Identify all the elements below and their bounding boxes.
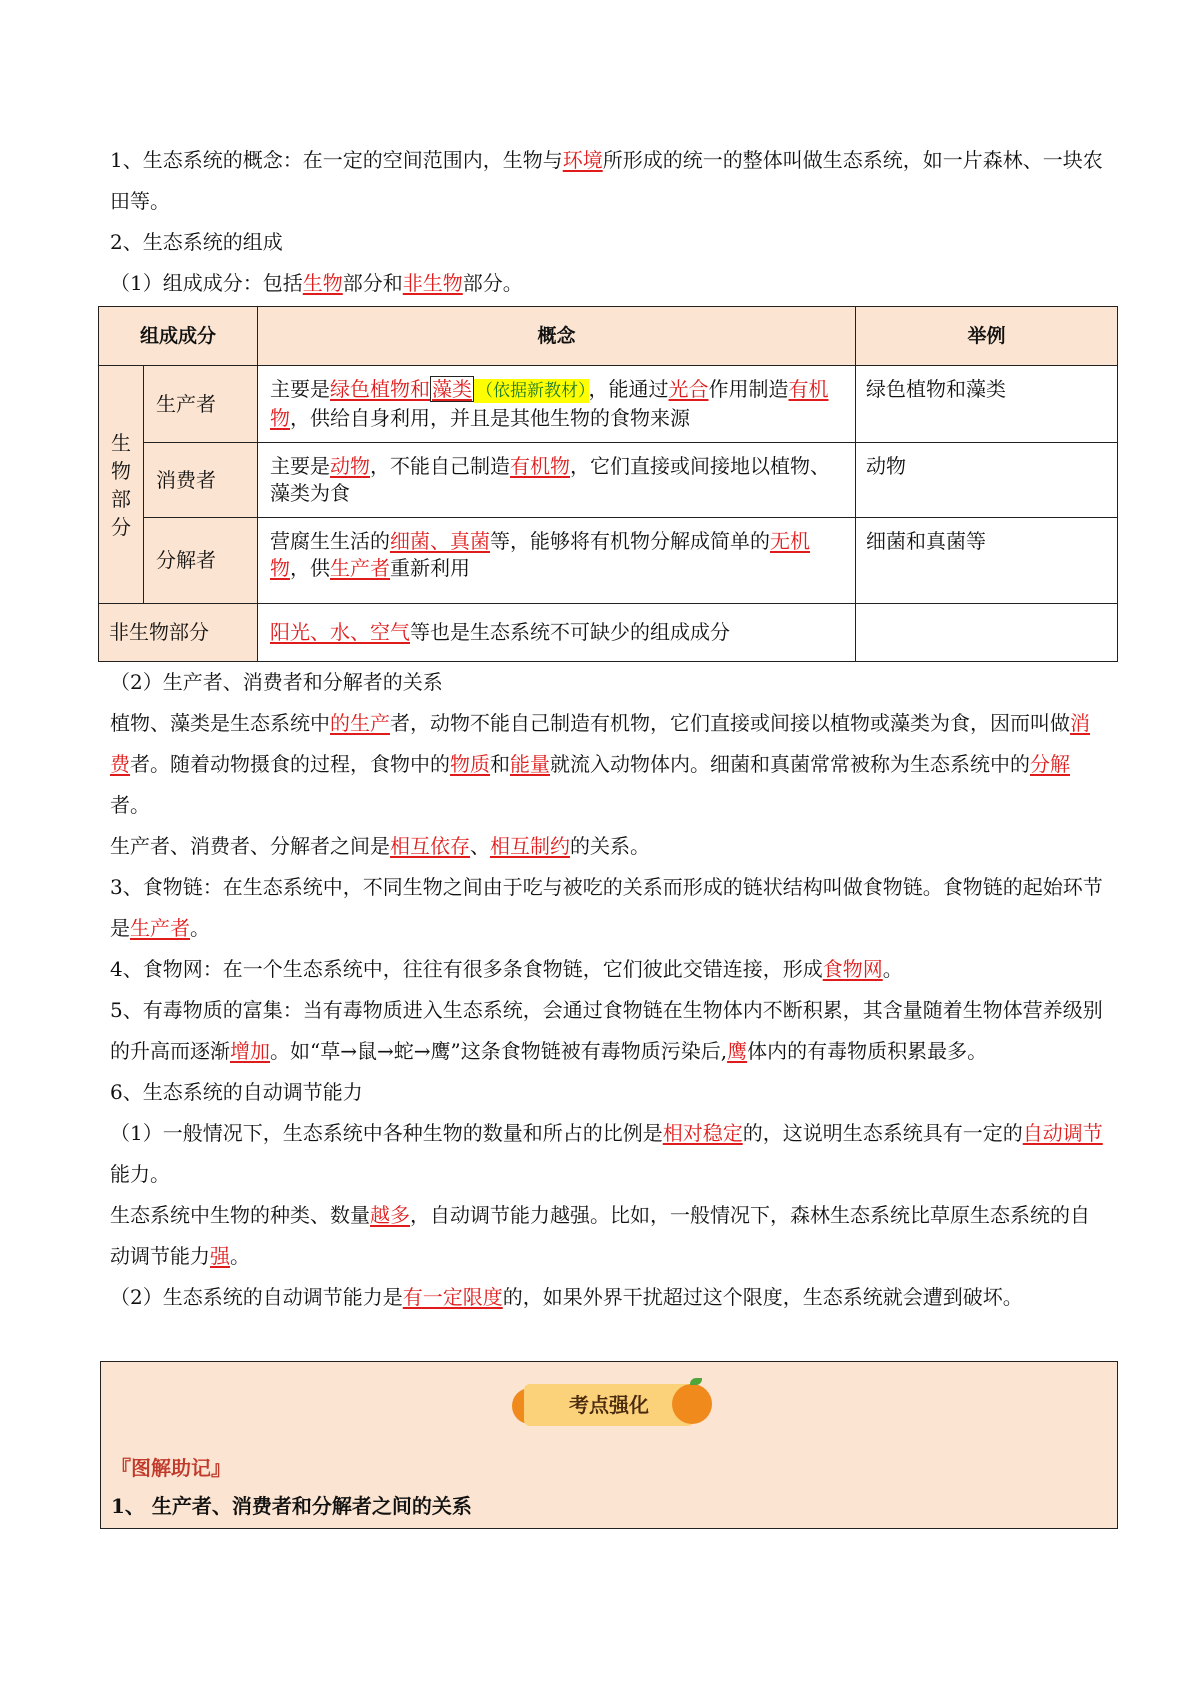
fill-in-answer: 增加 xyxy=(230,1039,270,1063)
heading-relationship: （2）生产者、消费者和分解者的关系 xyxy=(110,670,443,694)
heading-ecosystem-composition: 2、生态系统的组成 xyxy=(110,230,283,254)
text: （1）组成成分：包括 xyxy=(110,271,303,295)
fill-in-answer: 相互依存 xyxy=(390,834,470,858)
fill-in-answer: 食物网 xyxy=(822,957,883,981)
fill-in-answer: 相互制约 xyxy=(490,834,570,858)
text: 。 xyxy=(882,957,903,981)
fill-in-answer: 无机物 xyxy=(270,529,810,580)
decomposer-concept xyxy=(258,518,856,604)
fill-in-answer: 越多 xyxy=(370,1203,410,1227)
text: ，自动调节能力越强。比如，一般情况下，森林生态系统比草原生态系统的自动调节能力 xyxy=(110,1203,1090,1268)
producer-concept xyxy=(258,366,856,443)
fill-in-answer: 环境 xyxy=(562,148,603,172)
decomposer-example: 细菌和真菌等 xyxy=(856,518,1118,604)
fill-in-answer: 有机物 xyxy=(510,454,570,478)
text: ，供给自身利用，并且是其他生物的食物来源 xyxy=(290,406,690,430)
text: 。 xyxy=(230,1244,250,1268)
header-example: 举例 xyxy=(856,307,1118,366)
heading-self-regulation: 6、生态系统的自动调节能力 xyxy=(110,1080,363,1104)
text: 4、食物网：在一个生态系统中，往往有很多条食物链，它们彼此交错连接，形成 xyxy=(110,957,823,981)
text: 就流入动物体内。细菌和真菌常常被称为生态系统中的 xyxy=(550,752,1030,776)
fill-in-answer: 生产者 xyxy=(330,556,390,580)
paragraph-relationship xyxy=(110,703,1105,826)
fill-in-answer: 的生产 xyxy=(330,711,390,735)
fill-in-answer: 动物 xyxy=(330,454,370,478)
nonbio-example xyxy=(856,604,1118,662)
text: 主要是 xyxy=(270,377,330,401)
fill-in-answer: 自动调节 xyxy=(1022,1121,1103,1145)
paragraph-bioaccumulation xyxy=(110,990,1105,1072)
fill-in-answer: 细菌、真菌 xyxy=(390,529,490,553)
fill-in-answer: 绿色植物和 xyxy=(330,377,430,401)
diagram-aid-subtitle: 1、 生产者、消费者和分解者之间的关系 xyxy=(111,1494,472,1518)
text: 。 xyxy=(190,916,210,940)
composition-table xyxy=(98,306,1118,662)
table-header-row xyxy=(99,307,1118,366)
table-row-consumer xyxy=(99,443,1118,518)
text: 的关系。 xyxy=(570,834,650,858)
text: 重新利用 xyxy=(390,556,470,580)
text: 部分。 xyxy=(462,271,523,295)
fill-in-answer: 生产者 xyxy=(130,916,190,940)
fill-in-answer: 生物 xyxy=(302,271,343,295)
fill-in-answer: 非生物 xyxy=(402,271,463,295)
text: （2）生态系统的自动调节能力是 xyxy=(110,1285,403,1309)
table-row-nonbio xyxy=(99,604,1118,662)
fill-in-answer: 能量 xyxy=(510,752,550,776)
text: 所形成的统一的整体叫做生态系统，如一片森林、一块农田等。 xyxy=(110,148,1103,213)
text: 3、食物链：在生态系统中，不同生物之间由于吃与被吃的关系而形成的链状结构叫做食物链。食物链的起始环节是 xyxy=(110,875,1103,940)
text: 部分和 xyxy=(342,271,403,295)
text: 者。随着动物摄食的过程，食物中的 xyxy=(130,752,450,776)
text: 主要是 xyxy=(270,454,330,478)
text: 的，如果外界干扰超过这个限度，生态系统就会遭到破坏。 xyxy=(502,1285,1023,1309)
badge-label: 考点强化 xyxy=(524,1384,694,1426)
consumer-concept xyxy=(258,443,856,518)
text: 和 xyxy=(490,752,510,776)
bio-part-label: 生物部分 xyxy=(99,366,144,604)
text: ，不能自己制造 xyxy=(370,454,510,478)
paragraph-food-chain xyxy=(110,867,1105,949)
text: ，能通过 xyxy=(588,377,669,401)
text: 者。 xyxy=(110,793,150,817)
textbook-note: （依据新教材） xyxy=(476,381,587,401)
text: 能力。 xyxy=(110,1162,170,1186)
text: （1）一般情况下，生态系统中各种生物的数量和所占的比例是 xyxy=(110,1121,663,1145)
table-row-producer xyxy=(99,366,1118,443)
header-component: 组成成分 xyxy=(99,307,258,366)
paragraph-self-regulation-2 xyxy=(110,1195,1105,1277)
text: 等也是生态系统不可缺少的组成成分 xyxy=(410,620,730,644)
notes-content xyxy=(110,140,1105,1318)
fill-in-answer: 阳光、水、空气 xyxy=(270,620,410,644)
decomposer-label: 分解者 xyxy=(144,518,258,604)
producer-example: 绿色植物和藻类 xyxy=(856,366,1118,443)
fill-in-answer: 强 xyxy=(210,1244,230,1268)
text: ，供 xyxy=(290,556,330,580)
text: 等，能够将有机物分解成简单的 xyxy=(490,529,770,553)
text: 作用制造 xyxy=(708,377,789,401)
text: 体内的有毒物质积累最多。 xyxy=(747,1039,988,1063)
text: ，它们直接或间接地以植物、藻类为食 xyxy=(270,454,830,505)
text: 生产者、消费者、分解者之间是 xyxy=(110,834,390,858)
producer-label: 生产者 xyxy=(144,366,258,443)
key-point-badge xyxy=(506,1370,711,1440)
leaf-icon xyxy=(690,1378,702,1385)
header-concept: 概念 xyxy=(258,307,856,366)
fill-in-answer: 鹰 xyxy=(727,1039,748,1063)
text: 。如“草→鼠→蛇→鹰”这条食物链被有毒物质污染后, xyxy=(270,1039,728,1063)
orange-icon xyxy=(672,1384,712,1424)
fill-in-answer: 有一定限度 xyxy=(402,1285,503,1309)
text: 植物、藻类是生态系统中 xyxy=(110,711,330,735)
text: 营腐生生活的 xyxy=(270,529,390,553)
fill-in-answer: 分解 xyxy=(1030,752,1070,776)
paragraph-self-regulation-limit xyxy=(110,1277,1105,1318)
text: 生态系统中生物的种类、数量 xyxy=(110,1203,370,1227)
text: 者，动物不能自己制造有机物，它们直接或间接以植物或藻类为食，因而叫做 xyxy=(390,711,1070,735)
consumer-example: 动物 xyxy=(856,443,1118,518)
text: 的，这说明生态系统具有一定的 xyxy=(742,1121,1023,1145)
diagram-aid-title: 『图解助记』 xyxy=(111,1456,231,1480)
text: 、 xyxy=(470,834,490,858)
table-row-decomposer xyxy=(99,518,1118,604)
fill-in-answer: 物质 xyxy=(450,752,490,776)
fill-in-answer: 光合 xyxy=(668,377,709,401)
fill-in-answer-boxed: 藻类 xyxy=(432,377,472,401)
key-point-box xyxy=(100,1361,1118,1529)
nonbio-concept xyxy=(258,604,856,662)
consumer-label: 消费者 xyxy=(144,443,258,518)
text: 5、有毒物质的富集：当有毒物质进入生态系统，会通过食物链在生物体内不断积累，其含量随着生物体营养级别的升高而逐渐 xyxy=(110,998,1103,1063)
text: 1、生态系统的概念：在一定的空间范围内，生物与 xyxy=(110,148,563,172)
fill-in-answer: 消费 xyxy=(110,711,1090,776)
paragraph-ecosystem-concept xyxy=(110,140,1105,222)
paragraph-components xyxy=(110,263,1105,304)
fill-in-answer: 相对稳定 xyxy=(662,1121,743,1145)
paragraph-food-web xyxy=(110,949,1105,990)
nonbio-label: 非生物部分 xyxy=(99,604,258,662)
paragraph-self-regulation-1 xyxy=(110,1113,1105,1195)
paragraph-interdependence xyxy=(110,826,1105,867)
fill-in-answer: 有机物 xyxy=(270,377,829,430)
